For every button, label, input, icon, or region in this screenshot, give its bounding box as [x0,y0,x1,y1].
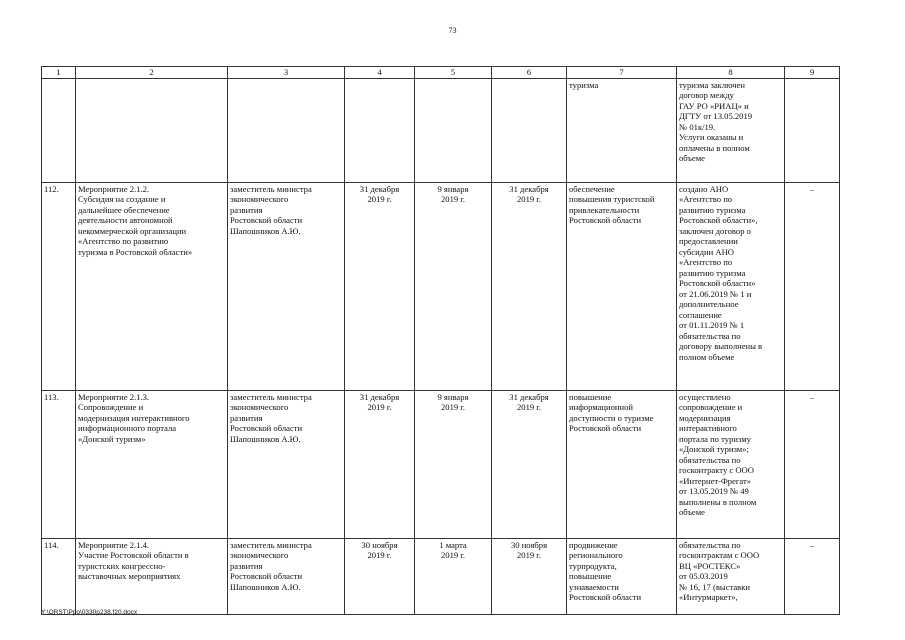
note: – [785,539,840,615]
table-row [42,391,840,539]
file-path-footer: Y:\ORST\Ppo\0330p238.f20.docx [41,609,138,616]
col-number-5: 5 [415,67,492,79]
note: – [785,391,840,539]
row-number: 113. [42,391,76,539]
row-number: 112. [42,183,76,391]
responsible-person: заместитель министра экономического развития Ростовской области Шапошников А.Ю. [228,183,345,391]
expected-result: туризма [567,79,677,183]
col-number-3: 3 [228,67,345,79]
col-number-2: 2 [76,67,228,79]
expected-result: продвижение регионального турпродукта, повышение узнаваемости Ростовской области [567,539,677,615]
end-date: 31 декабря 2019 г. [492,183,567,391]
expected-result: повышение информационной доступности о туризме Ростовской области [567,391,677,539]
start-date: 9 января 2019 г. [415,391,492,539]
end-date [492,79,567,183]
responsible-person [228,79,345,183]
row-number [42,79,76,183]
expected-result: обеспечение повышения туристской привлекательности Ростовской области [567,183,677,391]
col-number-7: 7 [567,67,677,79]
table-row [42,79,840,183]
report-table [41,66,840,615]
col-number-6: 6 [492,67,567,79]
event-name: Мероприятие 2.1.2. Субсидия на создание и дальнейшее обеспечение деятельности автономной некоммерческой организации «Агентство по развитию туризма в Ростовской области» [76,183,228,391]
table-row [42,539,840,615]
actual-result: осуществлено сопровождение и модернизация интерактивного портала по туризму «Донской туризм»; обязательства по госконтракту с ООО «Интернет-Фрегат» от 13.05.2019 № 49 выполнены в полном объеме [677,391,785,539]
table-row [42,183,840,391]
row-number: 114. [42,539,76,615]
end-date: 30 ноября 2019 г. [492,539,567,615]
event-name: Мероприятие 2.1.3. Сопровождение и модернизация интерактивного информационного портала «Донской туризм» [76,391,228,539]
page-number: 73 [448,26,457,35]
actual-result: туризма заключен договор между ГАУ РО «РИАЦ» и ДГТУ от 13.05.2019 № 01к/19. Услуги оказаны и оплачены в полном объеме [677,79,785,183]
col-number-9: 9 [785,67,840,79]
plan-date: 31 декабря 2019 г. [345,391,415,539]
note [785,79,840,183]
start-date: 9 января 2019 г. [415,183,492,391]
actual-result: создано АНО «Агентство по развитию туризма Ростовской области», заключен договор о предоставлении субсидии АНО «Агентство по развитию туризма Ростовской области» от 21.06.2019 № 1 и дополнительное соглашение от 01.11.2019 № 1 обязательства по договору выполнены в полном объеме [677,183,785,391]
responsible-person: заместитель министра экономического развития Ростовской области Шапошников А.Ю. [228,539,345,615]
end-date: 31 декабря 2019 г. [492,391,567,539]
start-date: 1 марта 2019 г. [415,539,492,615]
col-number-8: 8 [677,67,785,79]
plan-date [345,79,415,183]
event-name [76,79,228,183]
responsible-person: заместитель министра экономического развития Ростовской области Шапошников А.Ю. [228,391,345,539]
actual-result: обязательства по госконтрактам с ООО ВЦ «РОСТЕКС» от 05.03.2019 № 16, 17 (выставки «Интурмаркет», [677,539,785,615]
plan-date: 30 ноября 2019 г. [345,539,415,615]
column-number-row [42,67,840,79]
col-number-1: 1 [42,67,76,79]
event-name: Мероприятие 2.1.4. Участие Ростовской области в туристских конгрессно- выставочных мероприятиях [76,539,228,615]
col-number-4: 4 [345,67,415,79]
start-date [415,79,492,183]
note: – [785,183,840,391]
plan-date: 31 декабря 2019 г. [345,183,415,391]
